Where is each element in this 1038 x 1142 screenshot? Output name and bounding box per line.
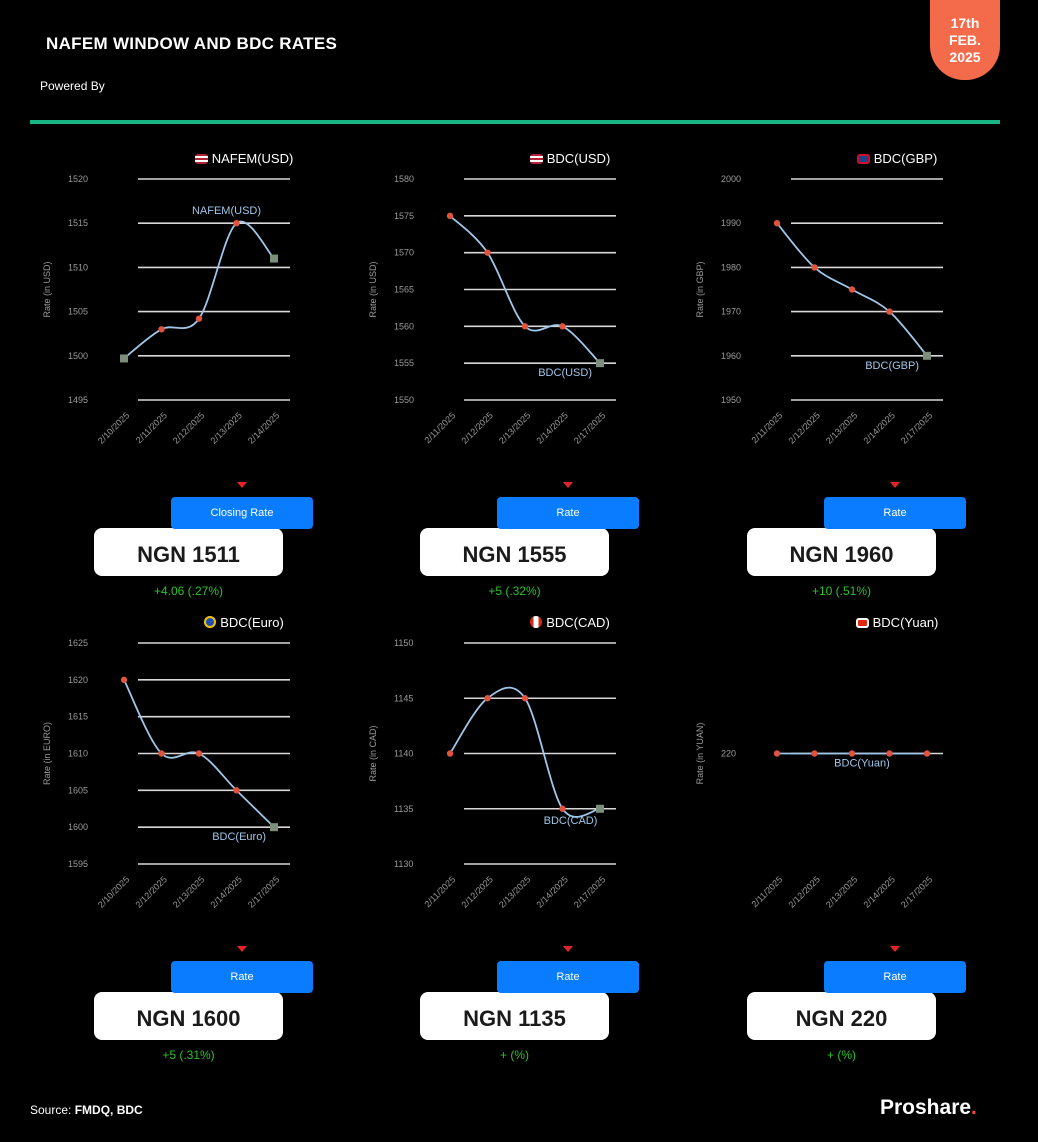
data-point: [158, 750, 164, 756]
brand-logo[interactable]: Proshare.: [880, 1096, 977, 1119]
y-tick-label: 1960: [721, 350, 742, 361]
x-tick-label: 2/11/2025: [749, 410, 785, 446]
y-tick-label: 1970: [721, 306, 742, 317]
header-divider: [30, 120, 1000, 124]
date-year: 2025: [949, 48, 981, 65]
data-point: [522, 695, 528, 701]
y-tick-label: 1500: [68, 350, 89, 361]
chart-title: BDC(GBP): [747, 150, 1038, 168]
rate-label-button[interactable]: Rate: [497, 961, 639, 993]
data-point: [522, 323, 528, 329]
y-tick-label: 1495: [68, 395, 89, 405]
x-tick-label: 2/11/2025: [422, 410, 458, 446]
data-point: [924, 750, 930, 756]
data-point: [774, 750, 780, 756]
y-tick-label: 1515: [68, 218, 89, 229]
x-tick-label: 2/13/2025: [497, 874, 533, 910]
x-tick-label: 2/14/2025: [861, 410, 897, 446]
china-flag-icon: [856, 618, 869, 628]
rate-value-card: NGN 1960: [747, 528, 936, 576]
y-tick-label: 1140: [394, 748, 414, 759]
series-label: BDC(CAD): [543, 814, 598, 827]
x-tick-label: 2/17/2025: [899, 874, 935, 910]
series-label: NAFEM(USD): [191, 205, 262, 218]
uk-flag-icon: [857, 154, 870, 164]
rate-change: +10 (.51%): [811, 584, 872, 598]
rate-change: + (%): [826, 1048, 856, 1062]
page-title: NAFEM WINDOW AND BDC RATES: [46, 34, 338, 53]
y-tick-label: 1950: [721, 395, 742, 405]
data-point: [811, 264, 817, 270]
rate-label-button[interactable]: Rate: [824, 497, 966, 529]
pointer-icon: [890, 946, 900, 952]
data-point: [886, 750, 892, 756]
data-point: [270, 255, 278, 263]
source-value: FMDQ, BDC: [74, 1103, 143, 1117]
x-tick-label: 2/10/2025: [96, 874, 132, 910]
series-line: [450, 688, 600, 817]
y-axis-label: Rate (in EURO): [42, 721, 52, 786]
line-chart: [368, 634, 720, 934]
date-badge: [930, 0, 1000, 80]
x-tick-label: 2/11/2025: [134, 410, 169, 446]
series-label: BDC(USD): [538, 367, 592, 380]
chart-panel-bdc-yuan: [695, 614, 1038, 1084]
y-tick-label: 1520: [68, 174, 89, 184]
rate-change: +5 (.31%): [162, 1048, 215, 1062]
line-chart: [42, 634, 394, 934]
x-tick-label: 2/17/2025: [899, 410, 935, 446]
x-tick-label: 2/17/2025: [246, 874, 282, 910]
y-tick-label: 1510: [68, 262, 89, 273]
x-tick-label: 2/12/2025: [459, 874, 495, 910]
y-axis-label: Rate (in GBP): [695, 261, 705, 318]
y-axis-label: Rate (in YUAN): [695, 722, 705, 785]
series-label: BDC(GBP): [865, 359, 919, 372]
x-tick-label: 2/12/2025: [171, 410, 207, 446]
data-point: [559, 806, 565, 812]
rate-label-button[interactable]: Rate: [497, 497, 639, 529]
rate-label-button[interactable]: Rate: [824, 961, 966, 993]
data-point: [811, 750, 817, 756]
data-point: [270, 823, 278, 831]
pointer-icon: [237, 946, 247, 952]
y-tick-label: 2000: [721, 174, 742, 184]
data-point: [447, 213, 453, 219]
powered-by-label: Powered By: [40, 79, 105, 93]
y-tick-label: 1570: [394, 247, 415, 258]
y-tick-label: 220: [721, 748, 737, 759]
x-tick-label: 2/11/2025: [422, 874, 458, 910]
y-axis-label: Rate (in USD): [368, 261, 378, 318]
data-point: [559, 323, 565, 329]
x-tick-label: 2/11/2025: [749, 874, 785, 910]
y-tick-label: 1550: [394, 395, 415, 405]
y-tick-label: 1565: [394, 284, 415, 295]
data-point: [484, 249, 490, 255]
chart-title: BDC(Euro): [94, 614, 394, 632]
y-tick-label: 1605: [68, 785, 89, 796]
data-point: [849, 286, 855, 292]
chart-title: BDC(USD): [420, 150, 720, 168]
line-chart: [368, 170, 720, 470]
x-tick-label: 2/10/2025: [96, 410, 132, 446]
x-tick-label: 2/13/2025: [171, 874, 207, 910]
rate-value-card: NGN 1600: [94, 992, 283, 1040]
pointer-icon: [563, 482, 573, 488]
x-tick-label: 2/13/2025: [824, 410, 860, 446]
x-tick-label: 2/13/2025: [208, 410, 244, 446]
chart-panel-bdc-usd: [368, 150, 720, 620]
data-point: [774, 220, 780, 226]
x-tick-label: 2/14/2025: [208, 874, 244, 910]
y-tick-label: 1575: [394, 210, 415, 221]
data-point: [596, 805, 604, 813]
y-tick-label: 1625: [68, 638, 89, 648]
y-tick-label: 1595: [68, 859, 89, 869]
y-tick-label: 1600: [68, 822, 89, 833]
x-tick-label: 2/14/2025: [534, 874, 570, 910]
x-tick-label: 2/12/2025: [133, 874, 169, 910]
rate-value-card: NGN 220: [747, 992, 936, 1040]
us-flag-icon: [195, 154, 208, 164]
chart-panel-bdc-euro: [42, 614, 394, 1084]
canada-flag-icon: [530, 616, 542, 628]
y-tick-label: 1505: [68, 306, 89, 317]
series-label: BDC(Euro): [212, 831, 266, 844]
x-tick-label: 2/17/2025: [572, 410, 608, 446]
chart-panel-bdc-cad: [368, 614, 720, 1084]
pointer-icon: [563, 946, 573, 952]
data-point: [886, 308, 892, 314]
x-tick-label: 2/14/2025: [246, 410, 282, 446]
rate-value-card: NGN 1555: [420, 528, 609, 576]
x-tick-label: 2/14/2025: [861, 874, 897, 910]
rate-value-card: NGN 1135: [420, 992, 609, 1040]
rate-label-button[interactable]: Closing Rate: [171, 497, 313, 529]
data-point: [849, 750, 855, 756]
y-tick-label: 1990: [721, 218, 742, 229]
chart-title: BDC(Yuan): [747, 614, 1038, 632]
data-point: [923, 352, 931, 360]
rate-change: +4.06 (.27%): [153, 584, 224, 598]
y-axis-label: Rate (in USD): [42, 261, 52, 318]
data-point: [233, 787, 239, 793]
chart-panel-nafem-usd: [42, 150, 394, 620]
data-point: [120, 354, 128, 362]
x-tick-label: 2/12/2025: [459, 410, 495, 446]
chart-panel-bdc-gbp: [695, 150, 1038, 620]
x-tick-label: 2/12/2025: [786, 874, 822, 910]
rate-value-card: NGN 1511: [94, 528, 283, 576]
pointer-icon: [890, 482, 900, 488]
chart-title: BDC(CAD): [420, 614, 720, 632]
x-tick-label: 2/12/2025: [786, 410, 822, 446]
x-tick-label: 2/14/2025: [534, 410, 570, 446]
line-chart: [42, 170, 394, 470]
data-point: [196, 315, 202, 321]
y-tick-label: 1610: [68, 748, 89, 759]
y-tick-label: 1560: [394, 321, 415, 332]
series-line: [124, 222, 274, 359]
data-point: [447, 750, 453, 756]
data-point: [158, 326, 164, 332]
data-point: [484, 695, 490, 701]
us-flag-icon: [530, 154, 543, 164]
x-tick-label: 2/17/2025: [572, 874, 608, 910]
y-tick-label: 1980: [721, 262, 742, 273]
line-chart: [695, 170, 1038, 470]
rate-change: + (%): [499, 1048, 529, 1062]
data-point: [196, 750, 202, 756]
rate-change: +5 (.32%): [488, 584, 541, 598]
rate-label-button[interactable]: Rate: [171, 961, 313, 993]
x-tick-label: 2/13/2025: [497, 410, 533, 446]
y-tick-label: 1615: [68, 711, 89, 722]
y-tick-label: 1620: [68, 674, 89, 685]
y-tick-label: 1555: [394, 358, 415, 369]
chart-title: NAFEM(USD): [94, 150, 394, 168]
y-tick-label: 1150: [394, 638, 414, 648]
x-tick-label: 2/13/2025: [824, 874, 860, 910]
source-note: Source: FMDQ, BDC: [30, 1103, 143, 1117]
data-point: [596, 359, 604, 367]
data-point: [121, 677, 127, 683]
y-axis-label: Rate (in CAD): [368, 725, 378, 782]
data-point: [233, 220, 239, 226]
series-label: BDC(Yuan): [834, 757, 890, 770]
y-tick-label: 1145: [394, 693, 414, 704]
date-day: 17th: [950, 14, 980, 31]
pointer-icon: [237, 482, 247, 488]
line-chart: [695, 634, 1038, 934]
y-tick-label: 1130: [394, 859, 414, 869]
eu-flag-icon: [204, 616, 216, 628]
y-tick-label: 1580: [394, 174, 415, 184]
date-month: FEB.: [949, 31, 981, 48]
y-tick-label: 1135: [394, 803, 414, 814]
